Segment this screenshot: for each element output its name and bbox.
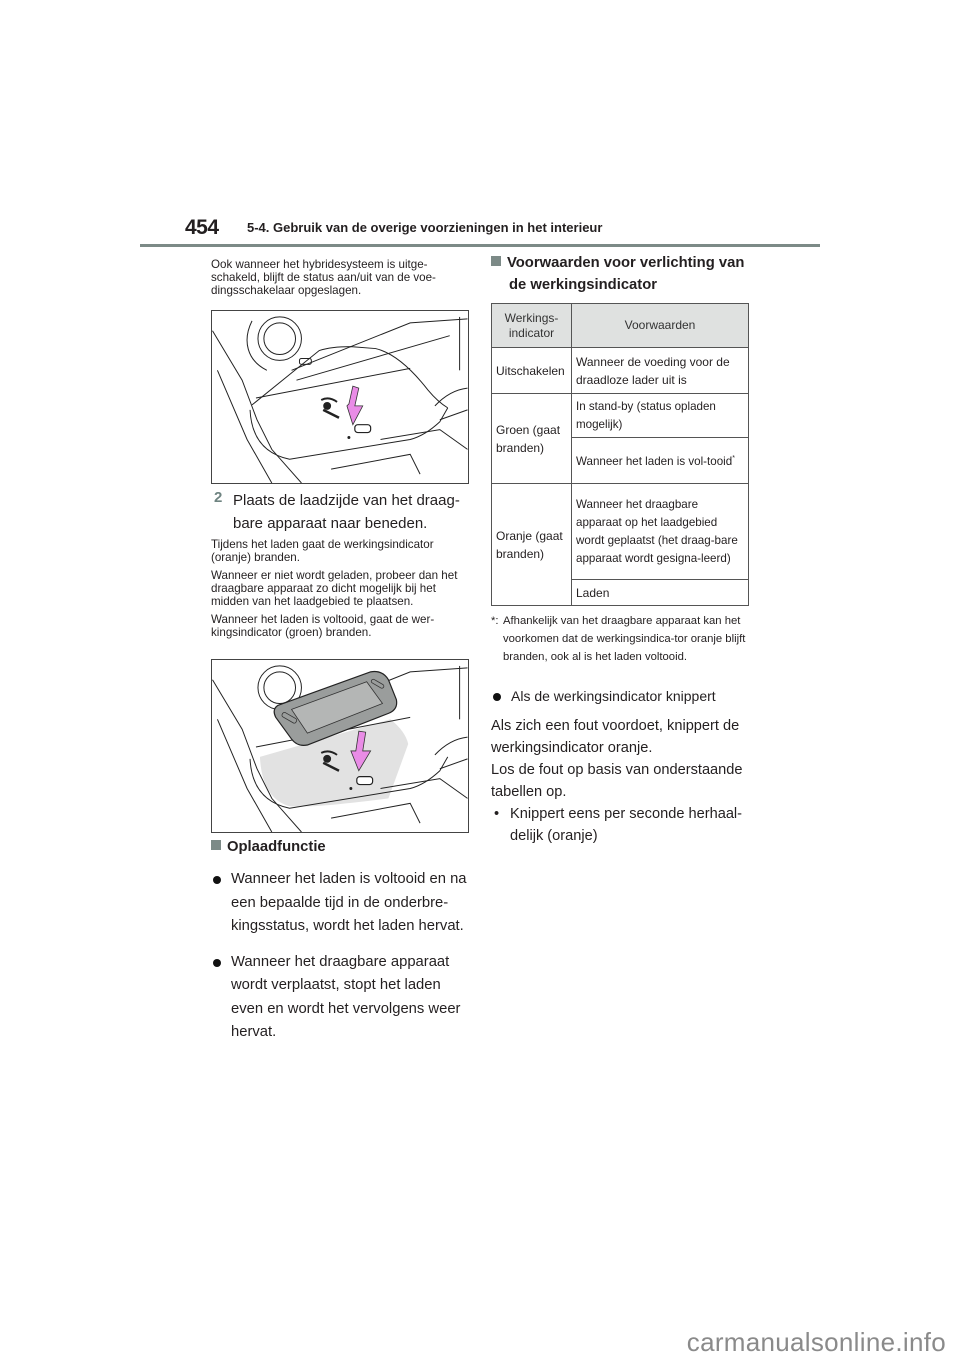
table-row bbox=[492, 348, 749, 394]
figure-charger-switch bbox=[211, 310, 469, 484]
step-text: Plaats de laadzijde van het draag-bare apparaat naar beneden. bbox=[233, 492, 460, 532]
indicator-conditions-heading: Voorwaarden voor verlichting van de werkingsindicator bbox=[491, 252, 756, 296]
condition-cell: In stand-by (status opladen mogelijk) bbox=[572, 394, 749, 438]
header-divider bbox=[140, 244, 820, 247]
wireless-charge-symbol bbox=[321, 398, 339, 417]
step-2 bbox=[211, 489, 473, 535]
watermark: carmanualsonline.info bbox=[686, 1327, 946, 1357]
section-title: 5-4. Gebruik van de overige voorzieningen in het interieur bbox=[247, 220, 603, 235]
step-number: 2 bbox=[214, 489, 223, 506]
condition-cell: Laden bbox=[572, 580, 749, 606]
list-marker: • bbox=[494, 805, 500, 822]
indicator-cell: Oranje (gaat branden) bbox=[492, 484, 572, 606]
charging-function-heading: Oplaadfunctie bbox=[211, 836, 473, 858]
charger-switch bbox=[355, 425, 371, 433]
indicator-cell: Groen (gaat branden) bbox=[492, 394, 572, 484]
place-phone-illustration bbox=[212, 660, 468, 832]
intro-paragraph bbox=[211, 258, 469, 302]
square-bullet-icon bbox=[491, 256, 501, 266]
page-header bbox=[183, 216, 820, 246]
condition-cell: Wanneer het draagbare apparaat op het laadgebied wordt geplaatst (het draag-bare apparaat wordt gesigna-leerd) bbox=[572, 484, 749, 580]
indicator-cell: Uitschakelen bbox=[492, 348, 572, 394]
intro-text: Ook wanneer het hybridesysteem is uitge-schakeld, blijft de status aan/uit van de voe-dingsschakelaar opgeslagen. bbox=[211, 258, 436, 297]
note-2: Wanneer er niet wordt geladen, probeer dan het draagbare apparaat zo dicht mogelijk bij het midden van het laadgebied te plaatsen. bbox=[211, 569, 458, 608]
footnote-text: Afhankelijk van het draagbare apparaat kan het voorkomen dat de werkingsindica-tor oranje blijft branden, ook al is het laden voltooid. bbox=[503, 615, 746, 663]
blink-paragraph-2: Los de fout op basis van onderstaande tabellen op. bbox=[491, 761, 743, 800]
column-header-conditions: Voorwaarden bbox=[572, 304, 749, 348]
note-3: Wanneer het laden is voltooid, gaat de wer-kingsindicator (groen) branden. bbox=[211, 613, 435, 639]
bullet-dot-icon bbox=[213, 876, 221, 884]
blink-item: • Knippert eens per seconde herhaal-delijk (oranje) bbox=[491, 803, 756, 847]
charging-notes bbox=[211, 538, 469, 644]
table-header-row bbox=[492, 304, 749, 348]
blink-paragraph-1: Als zich een fout voordoet, knippert de werkingsindicator oranje. bbox=[491, 717, 740, 756]
figure-place-phone bbox=[211, 659, 469, 833]
pink-arrow-icon bbox=[347, 386, 363, 425]
charging-function-section bbox=[211, 836, 473, 1045]
bullet-dot-icon bbox=[213, 959, 221, 967]
table-footnote bbox=[491, 612, 751, 666]
page-number: 454 bbox=[185, 216, 219, 239]
footnote-marker: *: bbox=[491, 615, 499, 627]
charger-switch-illustration bbox=[212, 311, 468, 483]
square-bullet-icon bbox=[211, 840, 221, 850]
condition-cell: Wanneer het laden is vol-tooid* bbox=[572, 438, 749, 484]
bullet-dot-icon bbox=[493, 693, 501, 701]
bullet-item: Wanneer het draagbare apparaat wordt verplaatst, stopt het laden even en wordt het vervolgens weer hervat. bbox=[211, 951, 473, 1045]
blink-section bbox=[491, 685, 756, 847]
column-header-indicator: Werkings- indicator bbox=[492, 304, 572, 348]
bullet-item: Wanneer het laden is voltooid en na een bepaalde tijd in de onderbre-kingsstatus, wordt het laden hervat. bbox=[211, 868, 473, 939]
note-1: Tijdens het laden gaat de werkingsindicator (oranje) branden. bbox=[211, 538, 434, 564]
table-row bbox=[492, 394, 749, 438]
condition-cell: Wanneer de voeding voor de draadloze lader uit is bbox=[572, 348, 749, 394]
indicator-conditions-table bbox=[491, 303, 749, 606]
table-row bbox=[492, 484, 749, 580]
blink-bullet: Als de werkingsindicator knippert bbox=[491, 685, 756, 709]
